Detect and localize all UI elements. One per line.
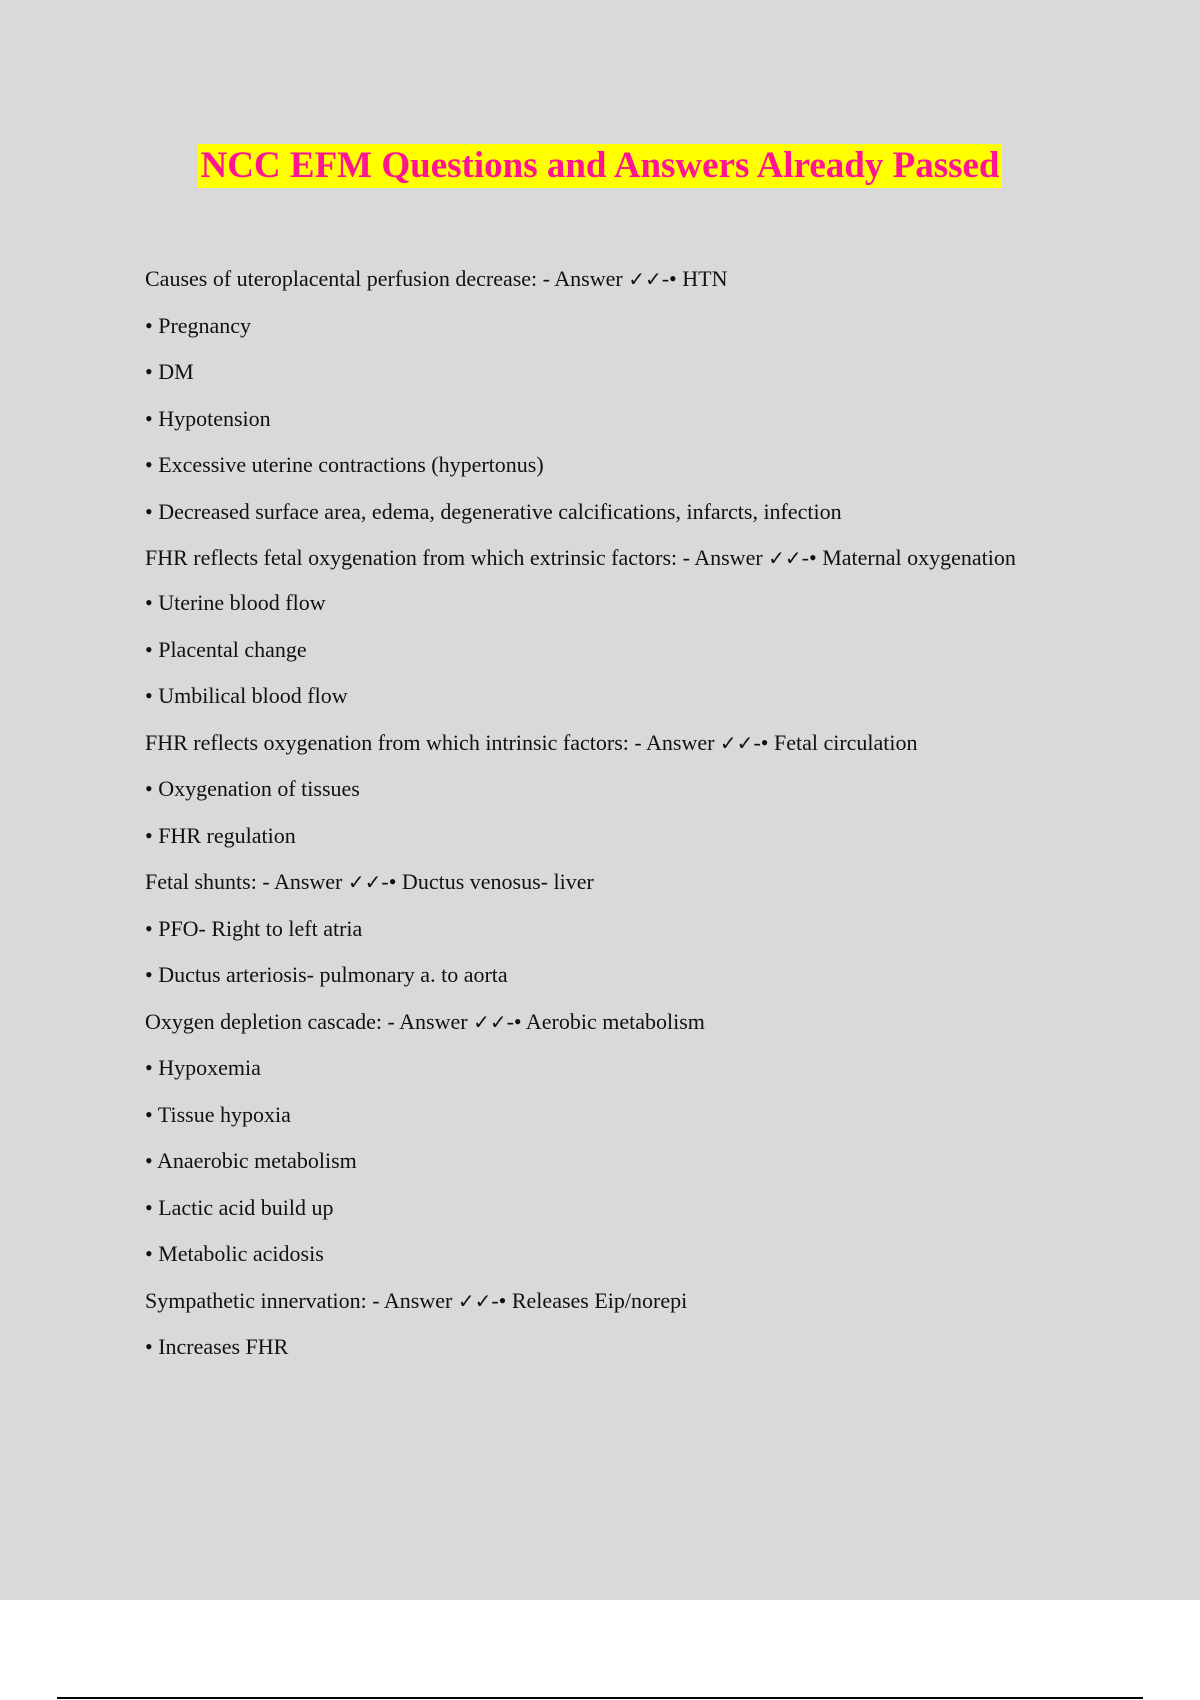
- question-text: FHR reflects fetal oxygenation from which extrinsic factors: - Answer: [145, 545, 769, 570]
- answer-text: -• Releases Eip/norepi: [491, 1287, 688, 1313]
- bullet-item: • Placental change: [145, 636, 307, 662]
- qa-question-2: [145, 543, 1025, 573]
- answer-text: -• Aerobic metabolism: [506, 1008, 705, 1034]
- title-wrap: [0, 144, 1200, 188]
- question-text: Causes of uteroplacental perfusion decrease: - Answer: [145, 266, 629, 291]
- qa-question-1: [145, 264, 1025, 294]
- checkmark-icon: ✓✓: [473, 1009, 507, 1034]
- answer-text: -• Maternal oxygenation: [801, 545, 1016, 570]
- bullet-item: • Tissue hypoxia: [145, 1101, 291, 1127]
- bullet-item: • Uterine blood flow: [145, 590, 326, 615]
- qa-question-5: [145, 1007, 1025, 1037]
- question-text: Sympathetic innervation: - Answer: [145, 1287, 458, 1313]
- bullet-item: • DM: [145, 359, 194, 384]
- bullet-item: • FHR regulation: [145, 822, 296, 848]
- question-text: Fetal shunts: - Answer: [145, 869, 348, 894]
- qa-content: [145, 264, 1025, 1379]
- bullet-item: • Pregnancy: [145, 312, 252, 338]
- footer-divider: [57, 1697, 1143, 1699]
- bullet-item: • Lactic acid build up: [145, 1194, 334, 1220]
- bullet-item: • Anaerobic metabolism: [145, 1148, 357, 1173]
- document-title: NCC EFM Questions and Answers Already Passed: [200, 145, 1000, 186]
- answer-text: -• Fetal circulation: [753, 729, 918, 755]
- checkmark-icon: ✓✓: [628, 267, 662, 291]
- question-text: Oxygen depletion cascade: - Answer: [145, 1008, 474, 1034]
- qa-question-3: [145, 728, 1025, 758]
- checkmark-icon: ✓✓: [347, 870, 382, 894]
- checkmark-icon: ✓✓: [457, 1288, 492, 1313]
- bullet-item: • Excessive uterine contractions (hypertonus): [145, 452, 544, 477]
- bullet-item: • Ductus arteriosis- pulmonary a. to aorta: [145, 962, 508, 987]
- checkmark-icon: ✓✓: [719, 730, 754, 755]
- question-text: FHR reflects oxygenation from which intrinsic factors: - Answer: [145, 729, 720, 755]
- bullet-item: • Increases FHR: [145, 1334, 289, 1359]
- bullet-item: • Oxygenation of tissues: [145, 776, 360, 801]
- qa-question-4: [145, 867, 1025, 897]
- bullet-item: • Umbilical blood flow: [145, 683, 348, 708]
- answer-text: -• Ductus venosus- liver: [381, 869, 594, 894]
- answer-text: -• HTN: [661, 266, 728, 291]
- bullet-item: • Hypoxemia: [145, 1055, 261, 1080]
- bullet-item: • Metabolic acidosis: [145, 1241, 324, 1266]
- bullet-item: • Decreased surface area, edema, degenerative calcifications, infarcts, infection: [145, 498, 842, 524]
- checkmark-icon: ✓✓: [768, 546, 802, 570]
- qa-question-6: [145, 1286, 1025, 1316]
- bullet-item: • PFO- Right to left atria: [145, 915, 363, 941]
- bullet-item: • Hypotension: [145, 405, 271, 431]
